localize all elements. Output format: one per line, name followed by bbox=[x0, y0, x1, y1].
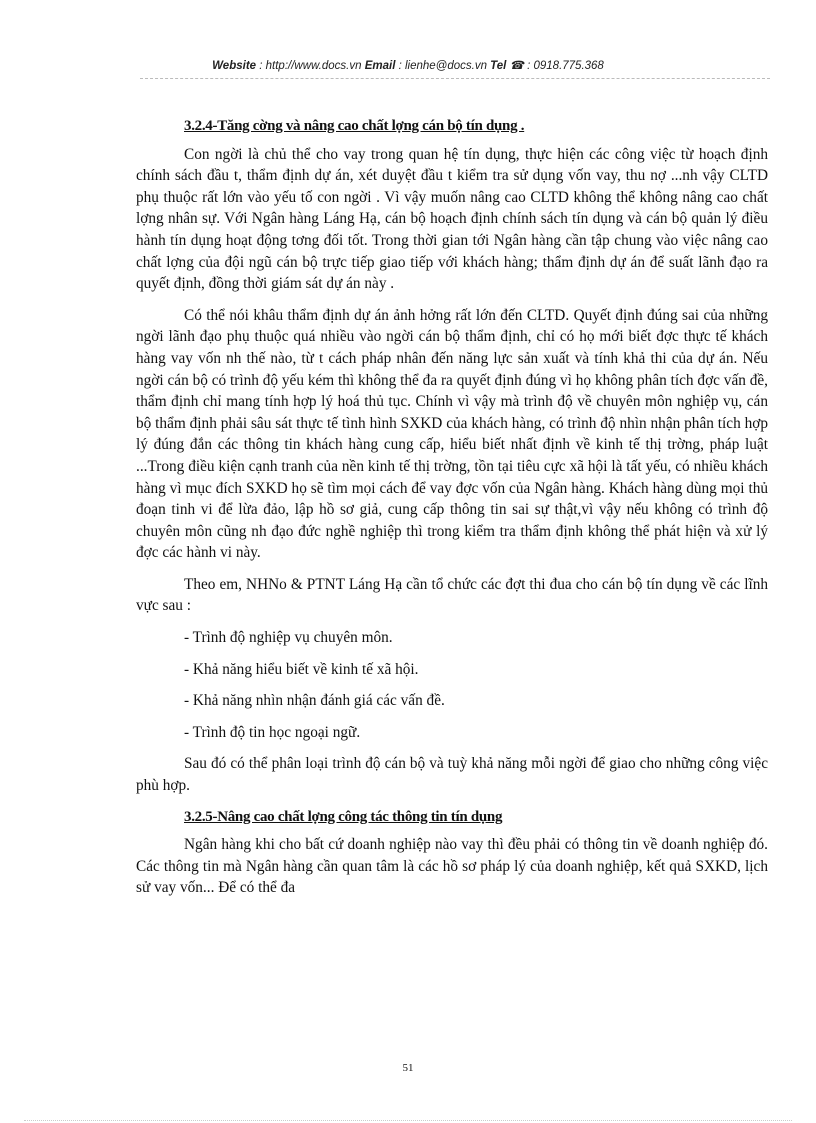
paragraph: Có thể nói khâu thẩm định dự án ảnh hởng rất lớn đến CLTD. Quyết định đúng sai của những ngời lãnh đạo phụ thuộc quá nhiều vào ngời cán bộ thẩm định, chỉ có họ mới biết đợc thực tế khách hàng vay vốn nh thế nào, từ t cách pháp nhân đến năng lực sản xuất và tính khả thi của dự án. Nếu ngời cán bộ có trình độ yếu kém thì không thể đa ra quyết định đúng vì họ không phân tích đợc vấn đề, thẩm định chỉ mang tính hợp lý hoá thủ tục. Chính vì vậy mà trình độ về chuyên môn nghiệp vụ, cán bộ thẩm định phải sâu sát thực tế tình hình SXKD của khách hàng, có trình độ nhìn nhận phân tích hợp lý đúng đắn các thông tin khách hàng cung cấp, hiểu biết nhất định về kinh tế thị trờng, pháp luật ...Trong điều kiện cạnh tranh của nền kinh tế thị trờng, tồn tại tiêu cực xã hội là tất yếu, có nhiều khách hàng vì mục đích SXKD họ sẽ tìm mọi cách để vay đợc vốn của Ngân hàng. Khách hàng dùng mọi thủ đoạn tinh vi để lừa đảo, lập hồ sơ giả, cung cấp thông tin sai sự thật,vì vậy nếu không có trình độ chuyên môn cũng nh đạo đức nghề nghiệp thì trong kiểm tra thẩm định không thể phát hiện và xử lý đợc các hành vi này. bbox=[136, 306, 768, 562]
website-url: : http://www.docs.vn bbox=[256, 60, 365, 72]
paragraph: Ngân hàng khi cho bất cứ doanh nghiệp nào vay thì đều phải có thông tin về doanh nghiệp đó. Các thông tin mà Ngân hàng cần quan tâm là các hồ sơ pháp lý của doanh nghiệp, kết quả SXKD, lịch sử vay vốn... Để có thể đa bbox=[136, 836, 768, 897]
header-divider bbox=[140, 78, 770, 79]
email-label: Email bbox=[364, 60, 396, 72]
tel-label: Tel bbox=[490, 60, 507, 72]
website-label: Website bbox=[212, 60, 257, 72]
paragraph: Sau đó có thể phân loại trình độ cán bộ và tuỳ khả năng mỗi ngời để giao cho những công việc phù hợp. bbox=[136, 755, 768, 795]
page-header bbox=[0, 58, 816, 72]
document-body bbox=[136, 116, 768, 909]
list-item: - Trình độ tin học ngoại ngữ. bbox=[184, 723, 361, 741]
paragraph: Con ngời là chủ thể cho vay trong quan hệ tín dụng, thực hiện các công việc từ hoạch định chính sách đầu t, thẩm định dự án, xét duyệt đầu t kiểm tra sử dụng vốn vay, thu nợ ...nh vậy CLTD phụ thuộc rất lớn vào yếu tố con ngời . Vì vậy muốn nâng cao CLTD không thể không nâng cao chất lợng nhân sự. Với Ngân hàng Láng Hạ, cán bộ hoạch định chính sách tín dụng và cán bộ quản lý điều hành tín dụng hoạt động tơng đối tốt. Trong thời gian tới Ngân hàng cần tập chung vào việc nâng cao chất lợng của đội ngũ cán bộ trực tiếp giao tiếp với khách hàng; thẩm định dự án để suất lãnh đạo ra quyết định, đồng thời giám sát dự án này . bbox=[136, 145, 768, 293]
page-number: 51 bbox=[402, 1062, 414, 1074]
email-address: : lienhe@docs.vn bbox=[395, 60, 491, 72]
list-item: - Khả năng nhìn nhận đánh giá các vấn đề. bbox=[184, 692, 445, 710]
section-heading-3-2-4: 3.2.4-Tăng cờng và nâng cao chất lợng cán bộ tín dụng . bbox=[184, 118, 525, 134]
paragraph: Theo em, NHNo & PTNT Láng Hạ cần tổ chức các đợt thi đua cho cán bộ tín dụng về các lĩnh vực sau : bbox=[136, 575, 768, 615]
tel-number: ☎ : 0918.775.368 bbox=[506, 60, 604, 72]
section-heading-3-2-5: 3.2.5-Nâng cao chất lợng công tác thông tin tín dụng bbox=[184, 808, 503, 825]
list-item: - Trình độ nghiệp vụ chuyên môn. bbox=[184, 629, 393, 647]
list-item: - Khả năng hiểu biết về kinh tế xã hội. bbox=[184, 660, 419, 678]
footer-divider bbox=[24, 1120, 792, 1121]
